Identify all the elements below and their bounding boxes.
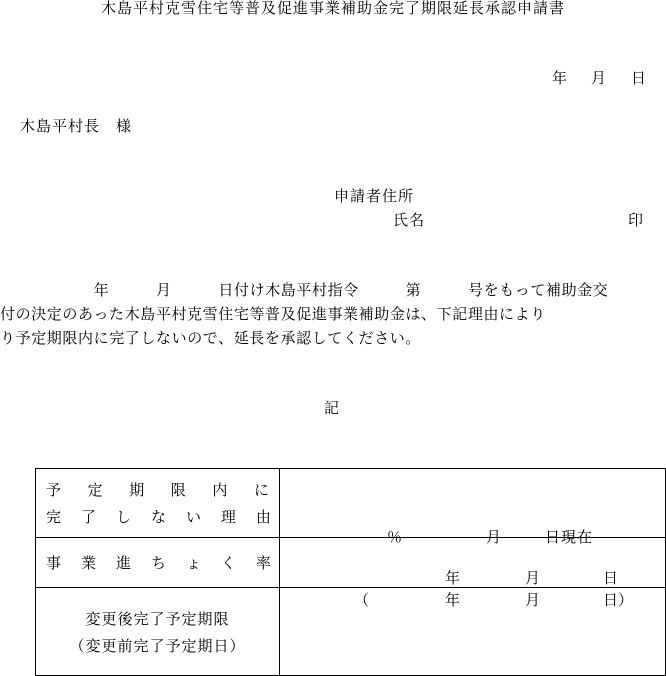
applicant-name-label: 氏名 xyxy=(393,211,426,229)
new-deadline-year: 年 xyxy=(445,569,461,587)
reason-label-line2: 完 了 し な い 理 由 xyxy=(46,508,271,526)
date-year: 年 xyxy=(552,69,568,87)
document-title: 木島平村克雪住宅等普及促進事業補助金完了期限延長承認申請書 xyxy=(100,0,565,17)
date-month: 月 xyxy=(591,69,607,87)
deadline-label-cell xyxy=(36,588,280,676)
row-deadline xyxy=(36,588,666,676)
reason-value-cell[interactable] xyxy=(280,469,666,538)
date-day: 日 xyxy=(631,69,647,87)
new-deadline-day: 日 xyxy=(603,569,619,587)
old-deadline-open-paren: （ xyxy=(354,591,370,609)
percent-sign: ％ xyxy=(387,528,403,546)
old-deadline-day: 日） xyxy=(603,591,634,609)
deadline-label-line2: （変更前完了予定期日） xyxy=(69,636,246,655)
body-line-1: 年 月 日付け木島平村指令 第 号をもって補助金交 xyxy=(0,281,609,299)
addressee: 木島平村長 様 xyxy=(20,117,133,135)
progress-month: 月 xyxy=(486,528,502,546)
body-line-2: 付の決定のあった木島平村克雪住宅等普及促進事業補助金は、下記理由により xyxy=(0,305,546,323)
new-deadline-month: 月 xyxy=(525,569,541,587)
ki-heading: 記 xyxy=(324,399,340,417)
old-deadline-month: 月 xyxy=(525,591,541,609)
old-deadline-year: 年 xyxy=(445,591,461,609)
row-progress xyxy=(36,538,666,588)
reason-label-cell xyxy=(36,469,280,538)
progress-label: 事 業 進 ち ょ く 率 xyxy=(46,554,271,572)
reason-label-line1: 予 定 期 限 内 に xyxy=(46,481,269,499)
applicant-address-label: 申請者住所 xyxy=(334,187,415,205)
deadline-label-line1: 変更後完了予定期限 xyxy=(85,609,230,628)
progress-label-cell xyxy=(36,538,280,588)
seal-mark: 印 xyxy=(628,211,644,229)
body-line-3: り予定期限内に完了しないので、延長を承認してください。 xyxy=(0,329,421,347)
deadline-value-cell[interactable] xyxy=(280,569,666,676)
progress-day-as-of: 日現在 xyxy=(545,528,594,546)
form-table xyxy=(35,468,666,676)
